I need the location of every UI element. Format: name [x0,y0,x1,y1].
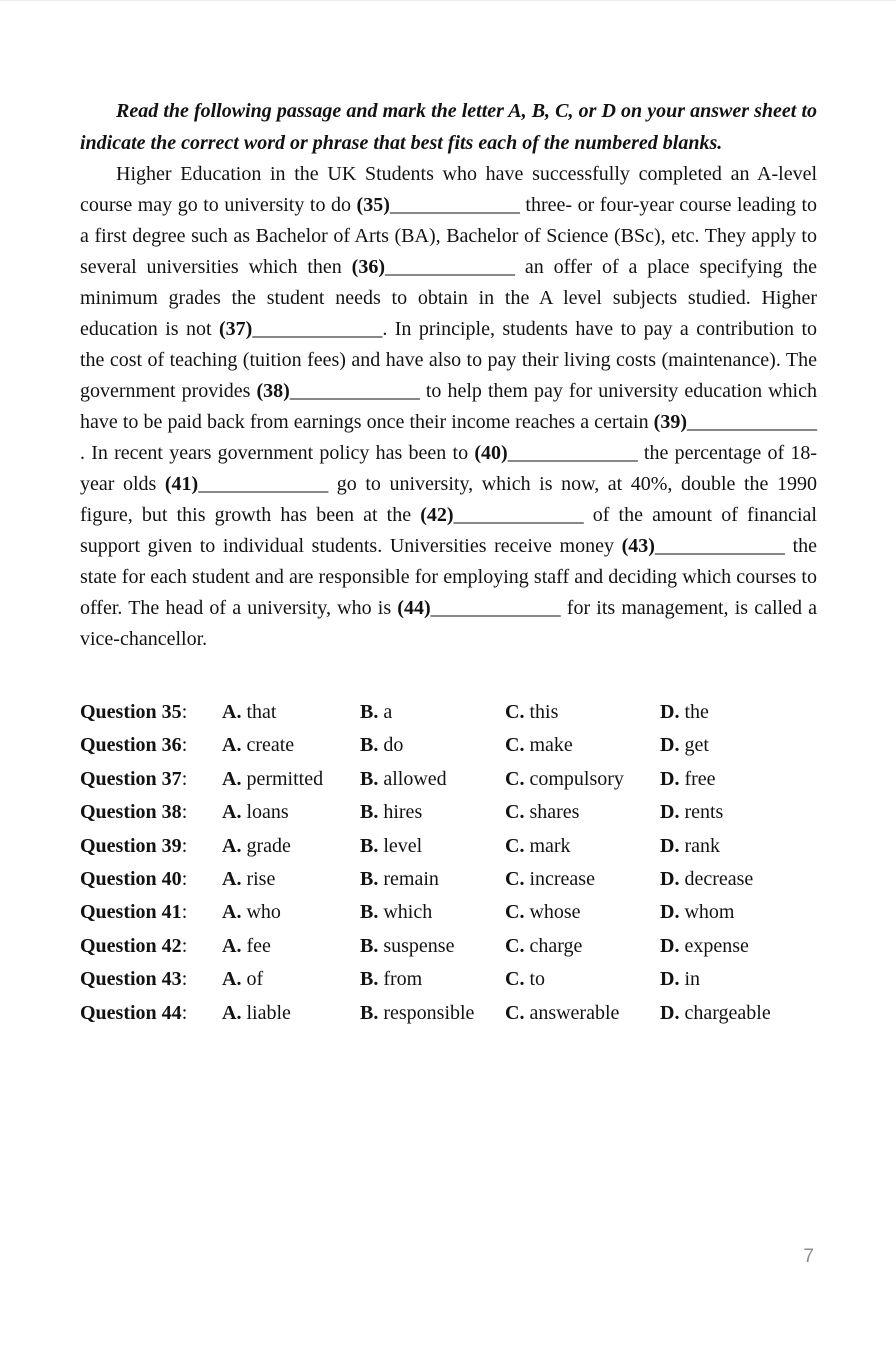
question-row-44 [80,997,817,1030]
passage [80,159,817,655]
question-label: Question 41: [80,901,188,924]
blank-38: (38)_____________ [256,380,420,402]
passage-text: the percentage of 18-year olds [80,442,817,495]
option-letter: A. [222,868,242,891]
option-37-C: C. compulsory [505,767,624,790]
option-letter: D. [660,934,680,957]
passage-text: of the amount of financial support given to individual students. Universities receive money [80,504,817,557]
option-44-C: C. answerable [505,1001,620,1024]
option-39-A: A. grade [222,834,291,857]
option-43-C: C. to [505,968,546,991]
question-label: Question 35: [80,701,188,723]
option-letter: A. [222,734,242,757]
passage-text: . In recent years government policy has been to [80,442,475,464]
option-40-C: C. increase [505,868,595,891]
blank-number: (43) [621,535,655,557]
option-37-A: A. permitted [222,767,324,790]
option-41-A: A. who [222,901,281,924]
option-39-B: B. level [360,834,423,857]
question-row-35 [80,696,817,729]
option-42-B: B. suspense [360,934,455,957]
option-42-A: A. fee [222,934,271,957]
option-letter: B. [360,834,379,857]
question-row-43 [80,963,817,996]
option-letter: C. [505,734,525,757]
option-38-C: C. shares [505,801,580,824]
instructions-paragraph: Read the following passage and mark the letter A, B, C, or D on your answer sheet to indicate the correct word or phrase that best fits each of the numbered blanks. [80,100,817,154]
option-letter: A. [222,834,242,857]
option-letter: D. [660,701,680,723]
question-label: Question 37: [80,767,188,790]
passage-text: an offer of a place specifying the minimum grades the student needs to obtain in the A level subjects studied. Higher education is not [80,256,817,340]
blank-42: (42)_____________ [420,504,584,526]
option-43-B: B. from [360,968,423,991]
option-letter: C. [505,901,525,924]
option-36-D: D. get [660,734,709,757]
question-row-39 [80,830,817,863]
blank-37: (37)_____________ [218,318,383,340]
passage-text: to help them pay for university education which have to be paid back from earnings once their income reaches a certain [80,380,817,433]
option-letter: A. [222,968,242,991]
option-letter: D. [660,767,680,790]
option-43-D: D. in [660,968,701,991]
option-letter: C. [505,1001,525,1024]
blank-number: (35) [356,194,390,216]
blank-number: (44) [397,597,431,619]
passage-text: . In principle, students have to pay a contribution to the cost of teaching (tuition fees) and have also to pay their living costs (maintenance). The government provides [80,318,818,402]
option-letter: C. [505,968,525,991]
option-letter: D. [660,801,680,824]
question-label: Question 43: [80,968,188,991]
option-letter: D. [660,968,680,991]
blank-number: (36) [351,256,385,278]
question-row-40 [80,863,817,896]
option-letter: C. [505,834,525,857]
question-label: Question 44: [80,1001,188,1024]
option-42-C: C. charge [505,934,583,957]
option-letter: A. [222,934,242,957]
option-40-D: D. decrease [660,868,754,891]
option-letter: B. [360,968,379,991]
option-40-B: B. remain [360,868,439,891]
passage-text: go to university, which is now, at 40%, double the 1990 figure, but this growth has been at the [80,473,817,526]
question-row-38 [80,796,817,829]
option-36-B: B. do [360,734,404,757]
blank-number: (39) [653,411,687,433]
option-letter: A. [222,701,242,723]
blank-43: (43)_____________ [621,535,785,557]
blank-35: (35)_____________ [356,194,520,216]
blank-number: (38) [256,380,290,402]
option-35-C: C. this [505,701,559,723]
option-letter: D. [660,868,680,891]
question-label: Question 42: [80,934,188,957]
passage-text: for its management, is called a vice-chancellor. [80,597,818,650]
option-36-C: C. make [505,734,573,757]
passage-text: three- or four-year course leading to a first degree such as Bachelor of Arts (BA), Bachelor of Science (BSc), etc. They apply to several universities which then [80,194,818,278]
option-37-B: B. allowed [360,767,447,790]
option-letter: B. [360,801,379,824]
option-44-D: D. chargeable [660,1001,771,1024]
option-36-A: A. create [222,734,295,757]
option-letter: D. [660,734,680,757]
passage-text: the state for each student and are responsible for employing staff and deciding which courses to offer. The head of a university, who is [80,535,817,619]
question-row-42 [80,930,817,963]
option-letter: C. [505,801,525,824]
option-letter: C. [505,934,525,957]
option-43-A: A. of [222,968,264,991]
question-row-41 [80,896,817,929]
option-38-A: A. loans [222,801,289,824]
question-label: Question 38: [80,801,188,824]
option-44-A: A. liable [222,1001,291,1024]
blank-39: (39)_____________ [653,411,817,433]
option-37-D: D. free [660,767,716,790]
option-41-C: C. whose [505,901,581,924]
option-letter: A. [222,767,242,790]
option-35-B: B. a [360,701,393,723]
option-41-B: B. which [360,901,433,924]
passage-text: Higher Education in the UK Students who have successfully completed an A-level course may go to university to do [80,163,817,216]
option-letter: A. [222,901,242,924]
option-42-D: D. expense [660,934,749,957]
option-letter: D. [660,1001,680,1024]
question-row-37 [80,763,817,796]
question-row-36 [80,729,817,762]
page-number: 7 [803,1246,814,1267]
option-38-B: B. hires [360,801,423,824]
questions-table [80,696,817,1030]
blank-number: (40) [474,442,508,464]
option-letter: B. [360,734,379,757]
option-letter: A. [222,801,242,824]
option-letter: B. [360,868,379,891]
question-label: Question 36: [80,734,188,757]
blank-44: (44)_____________ [397,597,561,619]
option-39-D: D. rank [660,834,720,857]
option-letter: D. [660,834,680,857]
option-letter: D. [660,901,680,924]
blank-number: (41) [164,473,199,495]
option-35-A: A. that [222,701,277,723]
option-letter: C. [505,868,525,891]
option-41-D: D. whom [660,901,735,924]
blank-41: (41)_____________ [164,473,329,495]
option-letter: B. [360,767,379,790]
option-letter: B. [360,1001,379,1024]
question-label: Question 40: [80,868,188,891]
option-38-D: D. rents [660,801,724,824]
blank-number: (37) [218,318,253,340]
option-letter: C. [505,767,525,790]
option-40-A: A. rise [222,868,276,891]
option-39-C: C. mark [505,834,571,857]
option-letter: C. [505,701,525,723]
question-label: Question 39: [80,834,188,857]
option-35-D: D. the [660,701,709,723]
option-letter: B. [360,934,379,957]
option-letter: A. [222,1001,242,1024]
blank-40: (40)_____________ [474,442,638,464]
option-44-B: B. responsible [360,1001,475,1024]
blank-36: (36)_____________ [351,256,515,278]
blank-number: (42) [420,504,454,526]
option-letter: B. [360,701,379,723]
option-letter: B. [360,901,379,924]
